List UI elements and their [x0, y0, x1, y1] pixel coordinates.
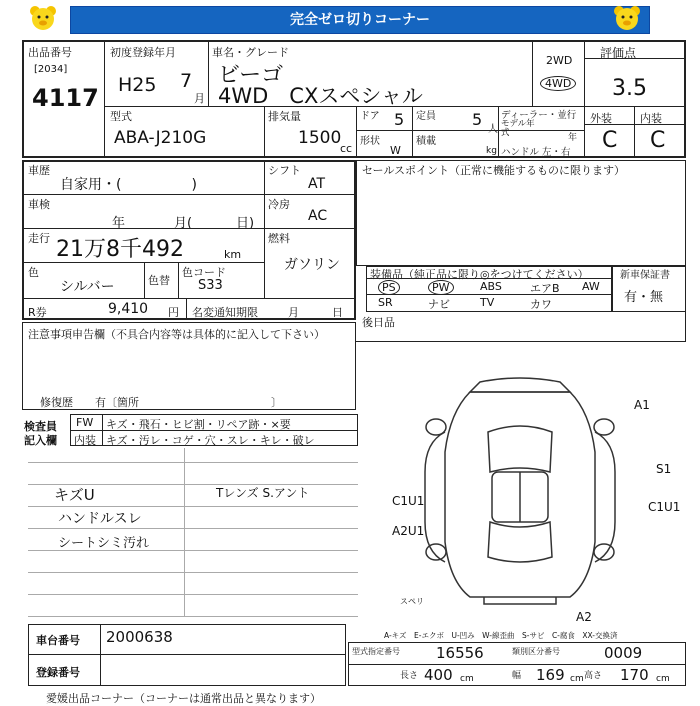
- ruled-divider: [184, 448, 185, 616]
- width-value: 169: [536, 666, 565, 684]
- first-reg-month-unit: 月: [194, 92, 205, 105]
- ac-value: AC: [308, 208, 328, 224]
- first-reg-era-year: H25: [118, 74, 157, 96]
- height-unit: cm: [656, 674, 670, 684]
- diagram-label-a1: A1: [634, 398, 650, 412]
- notice-day: 日: [332, 306, 343, 319]
- model-value: ABA-J210G: [114, 128, 207, 148]
- equipment-row2-1: ナビ: [428, 298, 450, 311]
- recycle-value: 9,410: [108, 301, 149, 317]
- ruled-line: [28, 506, 358, 507]
- handwritten-note-4: Tレンズ S.アント: [216, 486, 310, 500]
- inspector-label-1: 検査員: [24, 420, 57, 433]
- height-value: 170: [620, 666, 649, 684]
- fuel-value: ガソリン: [284, 257, 340, 273]
- car-name: ビーゴ: [218, 63, 284, 88]
- capacity-unit: 人: [488, 124, 498, 135]
- mileage-unit: km: [224, 248, 242, 261]
- width-label: 幅: [512, 671, 522, 681]
- grade-label: 評価点: [600, 46, 637, 60]
- shape-value: W: [390, 144, 401, 157]
- footer-text: 愛媛出品コーナー（コーナーは通常出品と異なります）: [46, 692, 321, 705]
- equipment-row1-2: ABS: [480, 280, 502, 293]
- repair-history: 修復歴 有〔箇所 〕: [40, 396, 282, 409]
- inspection-label: 車検: [28, 198, 50, 211]
- fw-text: キズ・飛石・ヒビ割・リペア跡・×要: [106, 418, 291, 431]
- diagram-label-c1u1-right: C1U1: [648, 500, 681, 514]
- height-label: 高さ: [584, 671, 603, 681]
- int-label: 内装: [74, 434, 96, 447]
- equipment-row2-2: TV: [480, 296, 495, 309]
- lot-code: [2034]: [34, 64, 68, 75]
- notes-label: 注意事項申告欄（不具合内容等は具体的に記入して下さい）: [28, 328, 325, 341]
- handle-label: ハンドル 左・右: [501, 147, 571, 158]
- car-damage-diagram: [400, 372, 640, 612]
- damage-legend: A-キズ E-エクボ U-凹み W-線歪曲 S-サビ C-腐食 XX-交換済: [384, 631, 618, 640]
- chassis-label: 車台番号: [36, 634, 80, 647]
- grade-ext: C: [602, 128, 618, 153]
- ruled-line: [28, 550, 358, 551]
- fw-label: FW: [76, 416, 94, 429]
- displacement-value: 1500: [298, 128, 342, 148]
- grade-score: 3.5: [612, 76, 647, 101]
- doors-value: 5: [394, 110, 405, 129]
- inspection-day: 日): [236, 216, 255, 231]
- fuel-label: 燃料: [268, 232, 290, 245]
- shift-value: AT: [308, 176, 326, 192]
- capacity-label: 定員: [416, 111, 436, 122]
- equipment-row1-3: エアB: [530, 282, 560, 295]
- length-unit: cm: [460, 674, 474, 684]
- warranty-value: 有・無: [624, 290, 664, 305]
- mileage-value: 21万8千492: [56, 237, 184, 262]
- recycle-unit: 円: [168, 306, 179, 319]
- color-code: S33: [198, 278, 223, 293]
- length-label: 長さ: [400, 671, 419, 681]
- model-year-label: モデル年式: [501, 119, 535, 138]
- diagram-label-small: スペリ: [400, 597, 424, 606]
- ruled-line: [28, 528, 358, 529]
- capacity-value: 5: [472, 110, 483, 129]
- first-reg-month: 7: [180, 70, 193, 92]
- equipment-row1-0: PS: [378, 280, 400, 295]
- drive-2wd: 2WD: [546, 54, 573, 67]
- displacement-unit: cc: [340, 142, 353, 155]
- lot-number: 4117: [32, 84, 99, 112]
- equipment-row1-1: PW: [428, 280, 454, 295]
- diagram-label-a2: A2: [576, 610, 592, 624]
- model-num: 16556: [436, 644, 484, 662]
- diagram-label-s1: S1: [656, 462, 672, 476]
- color-value: シルバー: [60, 279, 115, 295]
- history-label: 車歴: [28, 164, 50, 177]
- grade-int-label: 内装: [640, 112, 662, 125]
- ruled-line: [28, 616, 358, 617]
- warranty-label: 新車保証書: [620, 270, 670, 281]
- first-reg-label: 初度登録年月: [110, 46, 176, 59]
- seat-label: 後日品: [362, 316, 395, 329]
- page-banner: 完全ゼロ切りコーナー: [70, 6, 650, 34]
- equipment-label: 装備品（純正品に限り◎をつけてください）: [370, 268, 589, 281]
- diagram-label-a2u1: A2U1: [392, 524, 425, 538]
- model-num-label: 型式指定番号: [352, 647, 400, 656]
- equipment-row1-4: AW: [582, 280, 600, 293]
- bear-mascot-right-icon: [612, 4, 642, 32]
- grade-ext-label: 外装: [590, 112, 612, 125]
- mileage-label: 走行: [28, 232, 50, 245]
- color-code-label: 色コード: [182, 266, 226, 279]
- inspection-year: 年: [112, 216, 126, 231]
- int-text: キズ・汚レ・コゲ・穴・スレ・キレ・破レ: [106, 434, 315, 447]
- displacement-label: 排気量: [268, 110, 301, 123]
- equipment-row2-3: カワ: [530, 298, 552, 311]
- load-unit: kg: [486, 146, 497, 156]
- car-grade: 4WD CXスペシャル: [218, 84, 423, 108]
- ruled-line: [28, 462, 358, 463]
- history-value: 自家用・( ): [60, 177, 197, 193]
- recycle-label: R券: [28, 306, 47, 319]
- drive-4wd: 4WD: [540, 76, 576, 91]
- ruled-line: [28, 594, 358, 595]
- lot-label: 出品番号: [28, 46, 72, 59]
- notice-label: 名変通知期限: [192, 306, 258, 319]
- handwritten-note-3: シートシミ汚れ: [58, 536, 150, 551]
- class-label: 類別区分番号: [512, 647, 560, 656]
- shift-label: シフト: [268, 164, 301, 177]
- ruled-line: [28, 484, 358, 485]
- doors-label: ドア: [360, 111, 380, 122]
- handwritten-note-2: ハンドルスレ: [58, 511, 142, 527]
- width-unit: cm: [570, 674, 584, 684]
- notice-month: 月: [288, 306, 299, 319]
- model-label: 型式: [110, 110, 132, 123]
- ac-label: 冷房: [268, 198, 290, 211]
- class-num: 0009: [604, 644, 643, 662]
- inspection-month: 月(: [174, 216, 193, 231]
- shape-label: 形状: [360, 136, 380, 147]
- chassis-value: 2000638: [106, 628, 173, 646]
- diagram-label-c1u1-left: C1U1: [392, 494, 425, 508]
- ruled-line: [28, 572, 358, 573]
- model-year-unit: 年: [568, 133, 578, 143]
- bear-mascot-left-icon: [28, 4, 58, 32]
- dealer-label: ディーラー・並行: [501, 110, 577, 121]
- color-label: 色: [28, 266, 39, 279]
- load-label: 積載: [416, 136, 436, 147]
- equipment-row2-0: SR: [378, 296, 393, 309]
- car-label: 車名・グレード: [212, 46, 289, 59]
- handwritten-note-1: キズU: [54, 486, 95, 504]
- sales-label: セールスポイント（正常に機能するものに限ります）: [362, 164, 626, 177]
- grade-int: C: [650, 128, 666, 153]
- length-value: 400: [424, 666, 453, 684]
- registration-label: 登録番号: [36, 666, 80, 679]
- inspector-label-2: 記入欄: [24, 434, 57, 447]
- color-no-label: 色替: [148, 274, 170, 287]
